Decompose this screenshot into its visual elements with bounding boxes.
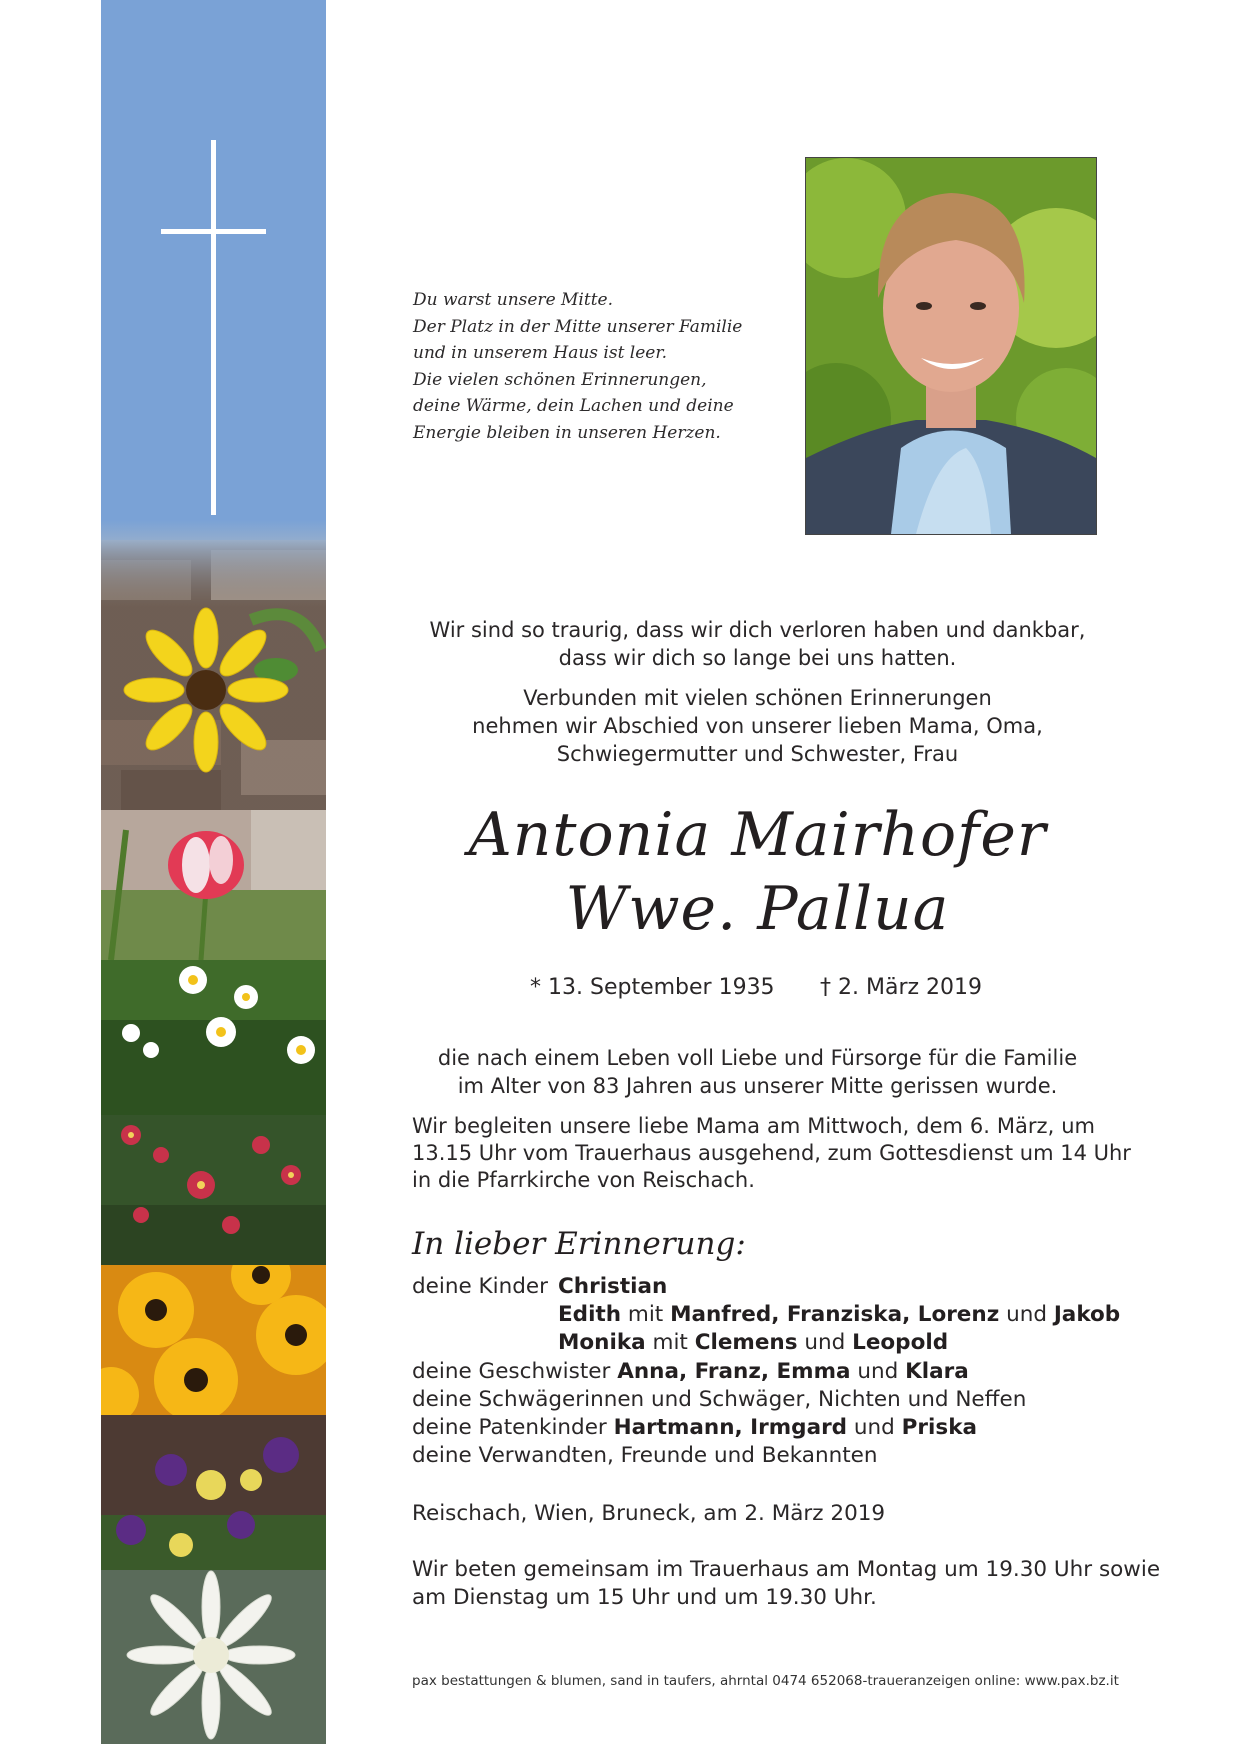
- funeral-line: Wir begleiten unsere liebe Mama am Mittwoch, dem 6. März, um: [412, 1114, 1095, 1138]
- quote-line: Die vielen schönen Erinnerungen,: [413, 369, 707, 390]
- birth-date: * 13. September 1935: [530, 975, 775, 1000]
- intro-line: Schwiegermutter und Schwester, Frau: [556, 742, 959, 766]
- intro-line: nehmen wir Abschied von unserer lieben Mama, Oma,: [472, 714, 1043, 738]
- godchildren-label: deine Patenkinder: [412, 1414, 607, 1440]
- funeral-paragraph: [412, 1113, 1131, 1194]
- prayer-paragraph: [412, 1556, 1160, 1612]
- kids-label: deine Kinder: [412, 1274, 548, 1299]
- prayer-line: am Dienstag um 15 Uhr und um 19.30 Uhr.: [412, 1585, 877, 1610]
- mourner-name: Priska: [901, 1414, 978, 1440]
- quote-line: deine Wärme, dein Lachen und deine: [413, 396, 734, 417]
- connector-text: und: [853, 1414, 895, 1440]
- funeral-line: in die Pfarrkirche von Reischach.: [412, 1168, 755, 1192]
- relatives-text: deine Verwandten, Freunde und Bekannten: [412, 1443, 878, 1469]
- quote-line: und in unserem Haus ist leer.: [413, 343, 668, 364]
- mourners-list: [412, 1273, 1121, 1470]
- mourner-name: Klara: [905, 1358, 969, 1384]
- daisies-photo: [101, 960, 326, 1115]
- intro-paragraph-2: [410, 684, 1105, 768]
- mourner-name: Christian: [558, 1274, 668, 1299]
- mourner-row: [412, 1386, 1112, 1414]
- siblings-label: deine Geschwister: [412, 1358, 611, 1384]
- memory-heading: In lieber Erinnerung:: [412, 1226, 746, 1262]
- footer-credit: pax bestattungen & blumen, sand in taufers, ahrntal 0474 652068-traueranzeigen online: www.pax.bz.it: [412, 1673, 1119, 1689]
- connector-text: und: [804, 1330, 846, 1356]
- decorative-sidebar: [101, 0, 326, 1744]
- tulip-photo: [101, 810, 326, 960]
- connector-text: mit: [627, 1302, 664, 1328]
- prayer-line: Wir beten gemeinsam im Trauerhaus am Montag um 19.30 Uhr sowie: [412, 1557, 1161, 1582]
- sunflower-photo: [101, 540, 326, 810]
- funeral-line: 13.15 Uhr vom Trauerhaus ausgehend, zum Gottesdienst um 14 Uhr: [412, 1141, 1131, 1165]
- quote-line: Energie bleiben in unseren Herzen.: [413, 422, 721, 443]
- dahlia-photo: [101, 1570, 326, 1744]
- mourner-row: [412, 1273, 1112, 1301]
- mourner-name: Anna, Franz, Emma: [617, 1358, 851, 1384]
- death-date: † 2. März 2019: [820, 975, 983, 1000]
- life-line: im Alter von 83 Jahren aus unserer Mitte gerissen wurde.: [457, 1074, 1058, 1098]
- mourner-row: [412, 1358, 1112, 1386]
- mourner-name: Manfred, Franziska, Lorenz: [670, 1302, 1000, 1328]
- intro-paragraph-1: [410, 616, 1105, 672]
- life-line: die nach einem Leben voll Liebe und Fürsorge für die Familie: [437, 1046, 1078, 1070]
- connector-text: mit: [652, 1330, 688, 1356]
- place-date: Reischach, Wien, Bruneck, am 2. März 2019: [412, 1501, 886, 1526]
- connector-text: und: [857, 1358, 899, 1384]
- cross-icon: [101, 0, 326, 600]
- life-paragraph: [410, 1044, 1105, 1100]
- columbine-photo: [101, 1115, 326, 1265]
- intro-line: Wir sind so traurig, dass wir dich verloren haben und dankbar,: [429, 618, 1086, 642]
- deceased-name: Antonia Mairhofer: [468, 800, 1047, 870]
- mourner-row: [412, 1414, 1112, 1442]
- inlaws-text: deine Schwägerinnen und Schwäger, Nichten und Neffen: [412, 1386, 1027, 1412]
- mourner-name: Jakob: [1053, 1302, 1121, 1328]
- mourner-row: [412, 1329, 1112, 1357]
- mourner-row: [412, 1301, 1121, 1329]
- memorial-quote: [413, 287, 773, 447]
- mourner-row: [412, 1442, 1112, 1470]
- connector-text: und: [1006, 1302, 1047, 1328]
- mourner-name: Clemens: [694, 1330, 798, 1356]
- intro-line: Verbunden mit vielen schönen Erinnerungen: [523, 686, 992, 710]
- quote-line: Der Platz in der Mitte unserer Familie: [413, 316, 743, 337]
- black-eyed-susan-photo: [101, 1265, 326, 1415]
- quote-line: Du warst unsere Mitte.: [413, 290, 613, 310]
- portrait-photo: [805, 157, 1097, 535]
- mourner-name: Hartmann, Irmgard: [613, 1414, 848, 1440]
- mourner-name: Leopold: [852, 1330, 949, 1356]
- deceased-married-name: Wwe. Pallua: [565, 874, 950, 944]
- mourner-name: Edith: [558, 1302, 622, 1328]
- mourner-name: Monika: [558, 1330, 646, 1356]
- pansies-photo: [101, 1415, 326, 1570]
- intro-line: dass wir dich so lange bei uns hatten.: [558, 646, 957, 670]
